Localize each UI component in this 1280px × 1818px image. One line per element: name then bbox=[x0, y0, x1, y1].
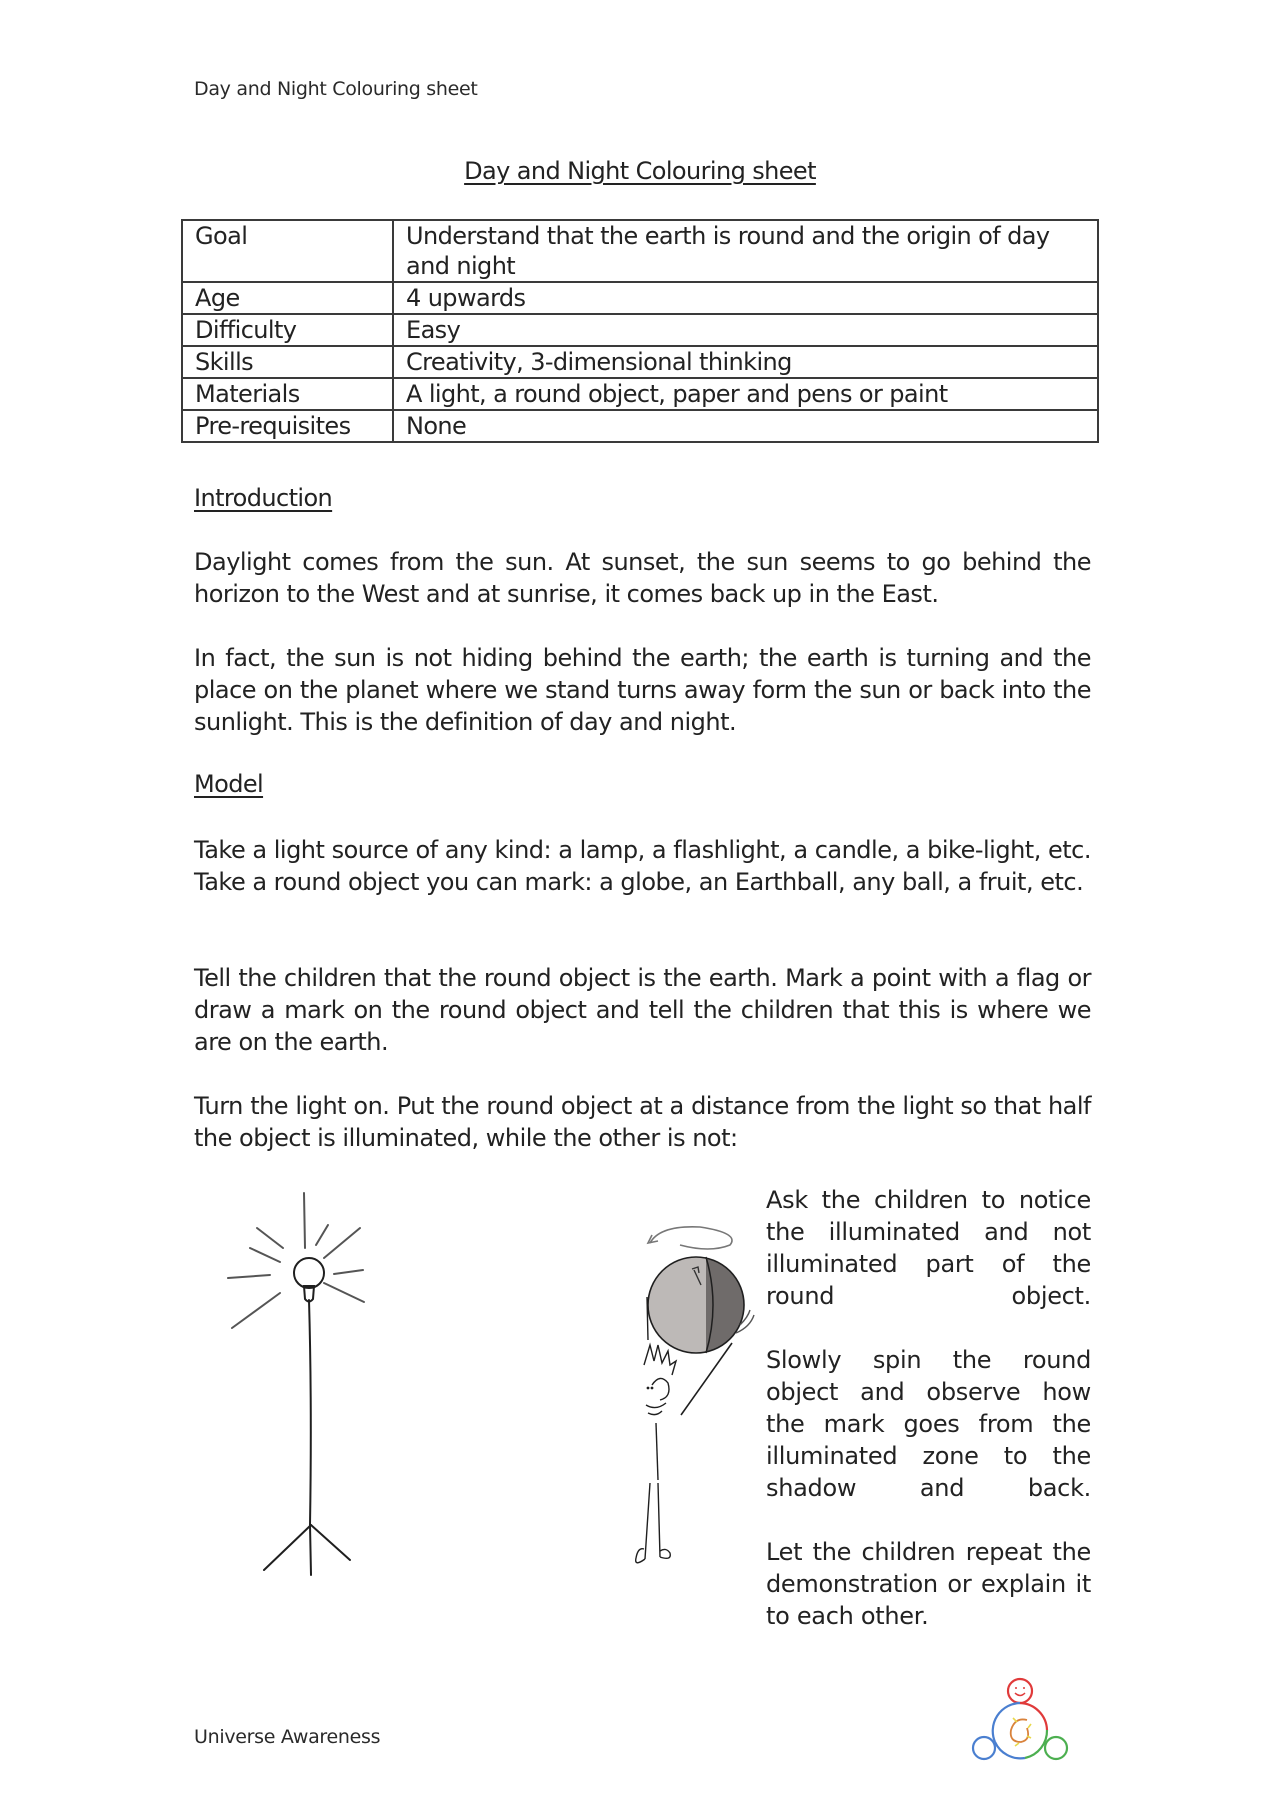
table-value: 4 upwards bbox=[393, 282, 1098, 314]
table-key: Goal bbox=[182, 220, 393, 282]
info-table bbox=[181, 219, 1099, 443]
table-value: Creativity, 3-dimensional thinking bbox=[393, 346, 1098, 378]
table-key: Skills bbox=[182, 346, 393, 378]
table-row bbox=[182, 346, 1098, 378]
table-row bbox=[182, 410, 1098, 442]
model-heading: Model bbox=[194, 770, 264, 798]
introduction-paragraph: Daylight comes from the sun. At sunset, the sun seems to go behind the horizon to the West and at sunrise, it comes back up in the East. bbox=[194, 548, 1091, 608]
model-paragraph: Take a light source of any kind: a lamp, a flashlight, a candle, a bike-light, etc. Take a round object you can mark: a globe, an Earthball, any ball, a fruit, etc. bbox=[194, 836, 1091, 896]
footer-organization: Universe Awareness bbox=[194, 1726, 381, 1748]
table-key: Pre-requisites bbox=[182, 410, 393, 442]
side-paragraph: Let the children repeat the demonstration or explain it to each other. bbox=[766, 1538, 1091, 1630]
table-row bbox=[182, 314, 1098, 346]
document-title: Day and Night Colouring sheet bbox=[464, 157, 816, 185]
table-value: A light, a round object, paper and pens or paint bbox=[393, 378, 1098, 410]
introduction-heading: Introduction bbox=[194, 484, 333, 512]
table-key: Age bbox=[182, 282, 393, 314]
introduction-paragraph: In fact, the sun is not hiding behind the earth; the earth is turning and the place on the planet where we stand turns away form the sun or back into the sunlight. This is the definition of day and night. bbox=[194, 644, 1091, 736]
side-paragraph: Slowly spin the round object and observe how the mark goes from the illuminated zone to the shadow and back. bbox=[766, 1346, 1091, 1502]
running-header: Day and Night Colouring sheet bbox=[194, 78, 478, 100]
table-row bbox=[182, 220, 1098, 282]
table-key: Difficulty bbox=[182, 314, 393, 346]
table-key: Materials bbox=[182, 378, 393, 410]
child-holding-earth-drawing bbox=[636, 1227, 760, 1563]
lamp-drawing bbox=[228, 1193, 364, 1575]
table-value: Easy bbox=[393, 314, 1098, 346]
model-paragraph: Tell the children that the round object is the earth. Mark a point with a flag or draw a mark on the round object and tell the children that this is where we are on the earth. bbox=[194, 964, 1091, 1056]
lamp-and-earth-illustration bbox=[220, 1185, 760, 1605]
model-paragraph: Turn the light on. Put the round object at a distance from the light so that half the object is illuminated, while the other is not: bbox=[194, 1092, 1091, 1152]
side-paragraph: Ask the children to notice the illuminated and not illuminated part of the round object. bbox=[766, 1186, 1091, 1310]
table-value: Understand that the earth is round and the origin of day and night bbox=[393, 220, 1098, 282]
universe-awareness-logo-icon bbox=[965, 1672, 1075, 1782]
table-row bbox=[182, 378, 1098, 410]
table-row bbox=[182, 282, 1098, 314]
table-value: None bbox=[393, 410, 1098, 442]
